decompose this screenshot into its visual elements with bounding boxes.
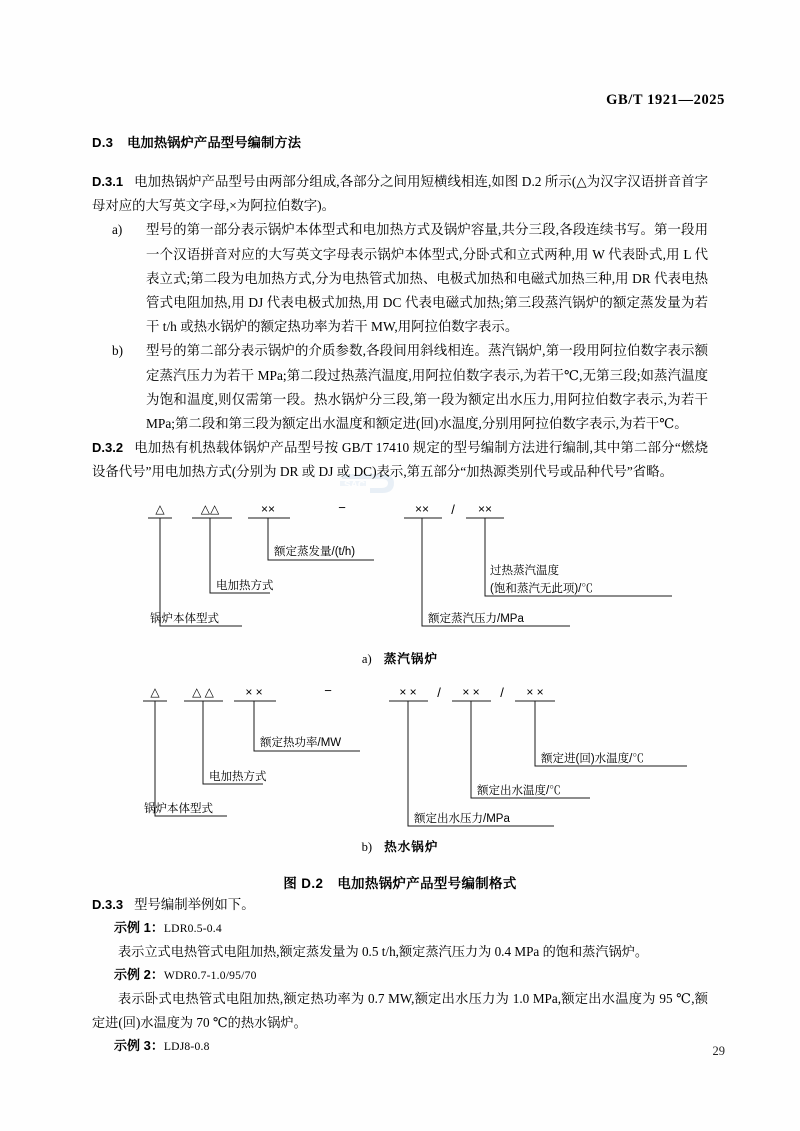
section-heading-title: 电加热锅炉产品型号编制方法 [127,135,302,150]
example-2-description: 表示卧式电热管式电阻加热,额定热功率为 0.7 MW,额定出水压力为 1.0 MPa,额定出水温度为 95 ℃,额定进(回)水温度为 70 ℃的热水锅炉。 [92,991,708,1031]
example-3-code: LDJ8-0.8 [163,1040,210,1054]
symbol-b-4: × × [399,685,417,699]
example-1-code: LDR0.5-0.4 [163,922,222,936]
list-item-a [92,218,708,339]
page-header-standard-number: GB/T 1921—2025 [606,92,725,108]
symbol-b-slash-1: / [437,685,441,700]
label-b-body-type: 锅炉本体型式 [144,803,213,815]
figure-caption [92,873,708,892]
figure-caption-number: 图 D.2 [283,876,324,891]
label-a-heating-method: 电加热方式 [216,580,274,592]
label-b-heating-method: 电加热方式 [209,771,267,783]
example-2-header [114,964,708,987]
examples-section [92,893,708,1058]
paragraph-d331-text: 电加热锅炉产品型号由两部分组成,各部分之间用短横线相连,如图 D.2 所示(△为汉字汉语拼音首字母对应的大写英文字母,×为阿拉伯数字)。 [92,174,708,214]
section-heading-number: D.3 [92,135,114,150]
example-1-label: 示例 1： [114,920,164,936]
alpha-list-d331 [92,218,708,436]
label-a-evaporation: 额定蒸发量/(t/h) [274,546,356,558]
diagram-b-hot-water-boiler [92,681,708,855]
paragraph-d333 [92,893,708,917]
label-b-return-water-temp: 额定进(回)水温度/℃ [541,753,644,765]
symbol-b-3: × × [245,685,263,699]
symbol-a-5: ×× [477,502,493,516]
section-heading-d3 [92,132,708,151]
symbol-a-1: △ [155,502,165,516]
diagram-a-caption-text: 蒸汽锅炉 [383,652,439,666]
diagram-a-steam-boiler [92,498,708,667]
page-number: 29 [712,1044,725,1058]
symbol-a-slash: / [451,502,455,517]
label-b-outlet-pressure: 额定出水压力/MPa [414,813,510,825]
example-2-label: 示例 2： [114,967,164,983]
paragraph-d333-label: D.3.3 [92,897,124,912]
symbol-a-2: △△ [200,502,220,516]
paragraph-d331-label: D.3.1 [92,174,124,189]
symbol-b-2: △ △ [192,685,214,699]
paragraph-d332 [92,436,708,484]
example-1-description: 表示立式电热管式电阻加热,额定蒸发量为 0.5 t/h,额定蒸汽压力为 0.4 MPa 的饱和蒸汽锅炉。 [118,944,649,960]
label-b-outlet-water-temp: 额定出水温度/℃ [477,785,561,797]
figure-d2 [92,498,708,891]
document-body [92,132,708,485]
example-3-header [114,1035,708,1058]
list-item-b [92,339,708,436]
paragraph-d331 [92,170,708,218]
diagram-a-caption [92,648,708,667]
symbol-b-6: × × [526,685,544,699]
diagram-a-caption-label: a) [361,652,372,666]
diagram-b-caption-label: b) [361,840,373,854]
label-b-heat-power: 额定热功率/MW [260,737,342,749]
symbol-b-dash: − [324,683,332,698]
paragraph-d332-label: D.3.2 [92,440,124,456]
label-a-superheat-temp-2: (饱和蒸汽无此项)/℃ [490,583,593,595]
label-a-body-type: 锅炉本体型式 [150,613,219,625]
symbol-a-4: ×× [414,502,430,516]
list-item-a-marker: a) [112,222,123,238]
diagram-b-caption [92,836,708,855]
example-3-label: 示例 3： [114,1038,164,1054]
example-1-header [114,917,708,940]
symbol-a-3: ×× [260,502,276,516]
label-a-steam-pressure: 额定蒸汽压力/MPa [428,613,524,625]
example-2-code: WDR0.7-1.0/95/70 [163,969,257,983]
label-a-superheat-temp-1: 过热蒸汽温度 [490,565,559,577]
paragraph-d332-text: 电加热有机热载体锅炉产品型号按 GB/T 17410 规定的型号编制方法进行编制,其中第二部分“燃烧设备代号”用电加热方式(分别为 DR 或 DJ 或 DC)表示,第五部分“加热源类别代号或品种代号”省略。 [92,440,708,480]
list-item-a-text: 型号的第一部分表示锅炉本体型式和电加热方式及锅炉容量,共分三段,各段连续书写。第一段用一个汉语拼音对应的大写英文字母表示锅炉本体型式,分卧式和立式两种,用 W 代表卧式,用 L 代表立式;第二段为电加热方式,分为电热管式加热、电极式加热和电磁式加热三种,用 DR 代表电热管式电阻加热,用 DJ 代表电极式加热,用 DC 代表电磁式加热;第三段蒸汽锅炉的额定蒸发量为若干 t/h 或热水锅炉的额定热功率为若干 MW,用阿拉伯数字表示。 [146,222,708,335]
svg-text:SAC: SAC [344,480,366,491]
diagram-b-caption-text: 热水锅炉 [384,840,439,854]
symbol-b-1: △ [150,685,160,699]
list-item-b-text: 型号的第二部分表示锅炉的介质参数,各段间用斜线相连。蒸汽锅炉,第一段用阿拉伯数字表示额定蒸汽压力为若干 MPa;第二段过热蒸汽温度,用阿拉伯数字表示,为若干℃,无第三段;如蒸汽温度为饱和温度,则仅需第一段。热水锅炉分三段,第一段为额定出水压力,用阿拉伯数字表示,为若干 MPa;第二段和第三段为额定出水温度和额定进(回)水温度,分别用阿拉伯数字表示,为若干℃。 [146,343,708,432]
symbol-b-5: × × [462,685,480,699]
symbol-a-dash: − [338,500,346,515]
list-item-b-marker: b) [112,343,123,359]
symbol-b-slash-2: / [500,685,504,700]
figure-caption-title: 电加热锅炉产品型号编制格式 [337,876,517,891]
paragraph-d333-text: 型号编制举例如下。 [134,897,255,912]
